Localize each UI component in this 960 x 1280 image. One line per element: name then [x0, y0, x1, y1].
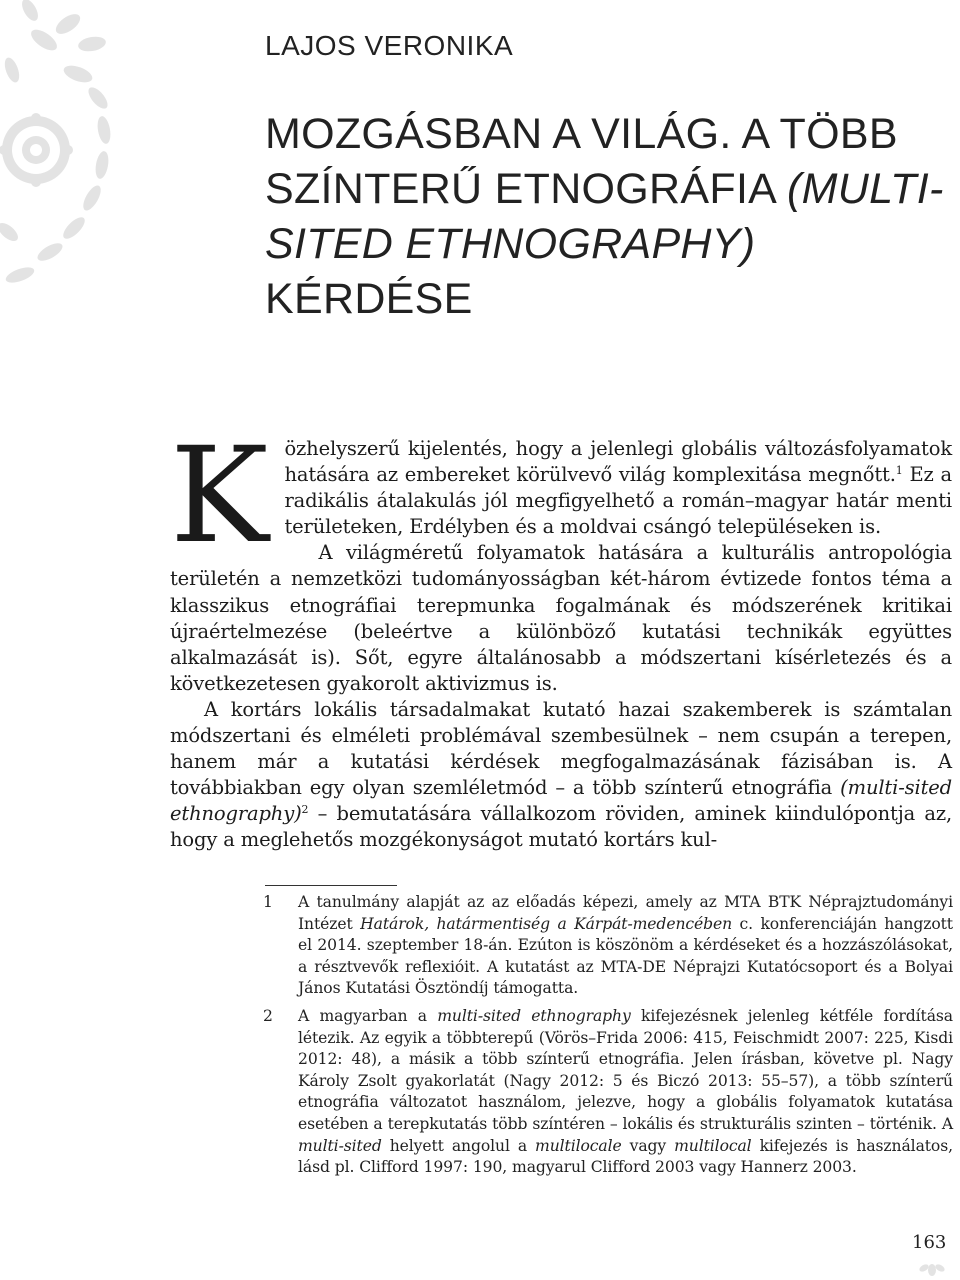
- article-title: MOZGÁSBAN A VILÁG. A TÖBB SZÍNTERŰ ETNOGRÁFIA (MULTI-SITED ETHNOGRAPHY) KÉRDÉSE: [265, 110, 944, 323]
- page-number: 163: [912, 1232, 947, 1253]
- page-ornament-icon: [918, 1258, 946, 1276]
- footnote-text: A magyarban a multi-sited ethnography kifejezésnek jelenleg kétféle fordítása létezik. Az egyik a többterepű (Vörös–Frida 2006: 415, Feischmidt 2007: 225, Kisdi 2012: 48), a másik a több színterű etnográfia. Jelen írásban, követve pl. Nagy Károly Zsolt gyakorlatát (Nagy 2012: 5 és Biczó 2013: 55–57), a több színterű etnográfia változatot használom, jelezve, hogy a globális folyamatok kutatása esetében a terepkutatás több színtéren – lokális és strukturális szinten – történik. A multi-sited helyett angolul a multilocale vagy multilocal kifejezés is használatos, lásd pl. Clifford 1997: 190, magyarul Clifford 2003 vagy Hannerz 2003.: [298, 1006, 953, 1177]
- footnote-1: [263, 892, 953, 1000]
- footnote-ref-2[interactable]: 2: [301, 803, 309, 817]
- paragraph-2: A világméretű folyamatok hatására a kulturális antropológia területén a nemzetközi tudományosságban két-három évtizede fontos téma a klasszikus etnográfiai terepmunka fogalmának és módszerének kritikai újraértelmezése (beleértve a különböző kutatási technikák együttes alkalmazását is). Sőt, egyre általánosabb a módszertani kísérletezés és a következetesen gyakorolt aktivizmus is.: [170, 541, 952, 695]
- footnote-2: [263, 1006, 953, 1179]
- author-name: LAJOS VERONIKA: [265, 30, 514, 61]
- footnote-number: 1: [263, 893, 273, 911]
- paragraph-3: A kortárs lokális társadalmakat kutató hazai szakemberek is számtalan módszertani és elméleti problémával szembesülnek – nem csupán a terepen, hanem már a kutatási kérdések megfogalmazásának fázisában is. A továbbiakban egy olyan szemléletmód – a több színterű etnográfia (multi-sited ethnography)$^2$ – bemutatására vállalkozom röviden, aminek kiindulópontja az, hogy a meglehetős mozgékonyságot mutató kortárs kul-: [170, 697, 952, 852]
- paragraph-1: özhelyszerű kijelentés, hogy a jelenlegi globális változásfolyamatok hatására az embereket körülvevő világ komplexitása megnőtt.$^1$ Ez a radikális átalakulás jól megfigyelhető a román–magyar határ menti területeken, Erdélyben és a moldvai csángó településeken is.: [284, 437, 952, 539]
- footnote-number: 2: [263, 1006, 273, 1025]
- footnote-divider: [265, 885, 397, 886]
- floral-ornament-icon: [0, 0, 130, 320]
- footnote-text: A tanulmány alapját az az előadás képezi, amely az MTA BTK Néprajztudományi Intézet Határok, határmentiség a Kárpát-medencében c. konferenciáján hangzott el 2014. szeptember 18-án. Ezúton is köszönöm a kérdéseket és a hozzászólásokat, a résztvevők reflexióit. A kutatást az MTA-DE Néprajzi Kutatócsoport és a Bolyai János Kutatási Ösztöndíj támogatta.: [298, 893, 953, 998]
- footnotes: [263, 892, 953, 1185]
- article-body: [170, 419, 952, 854]
- footnote-ref-1[interactable]: 1: [895, 464, 903, 478]
- drop-cap: K: [170, 419, 269, 573]
